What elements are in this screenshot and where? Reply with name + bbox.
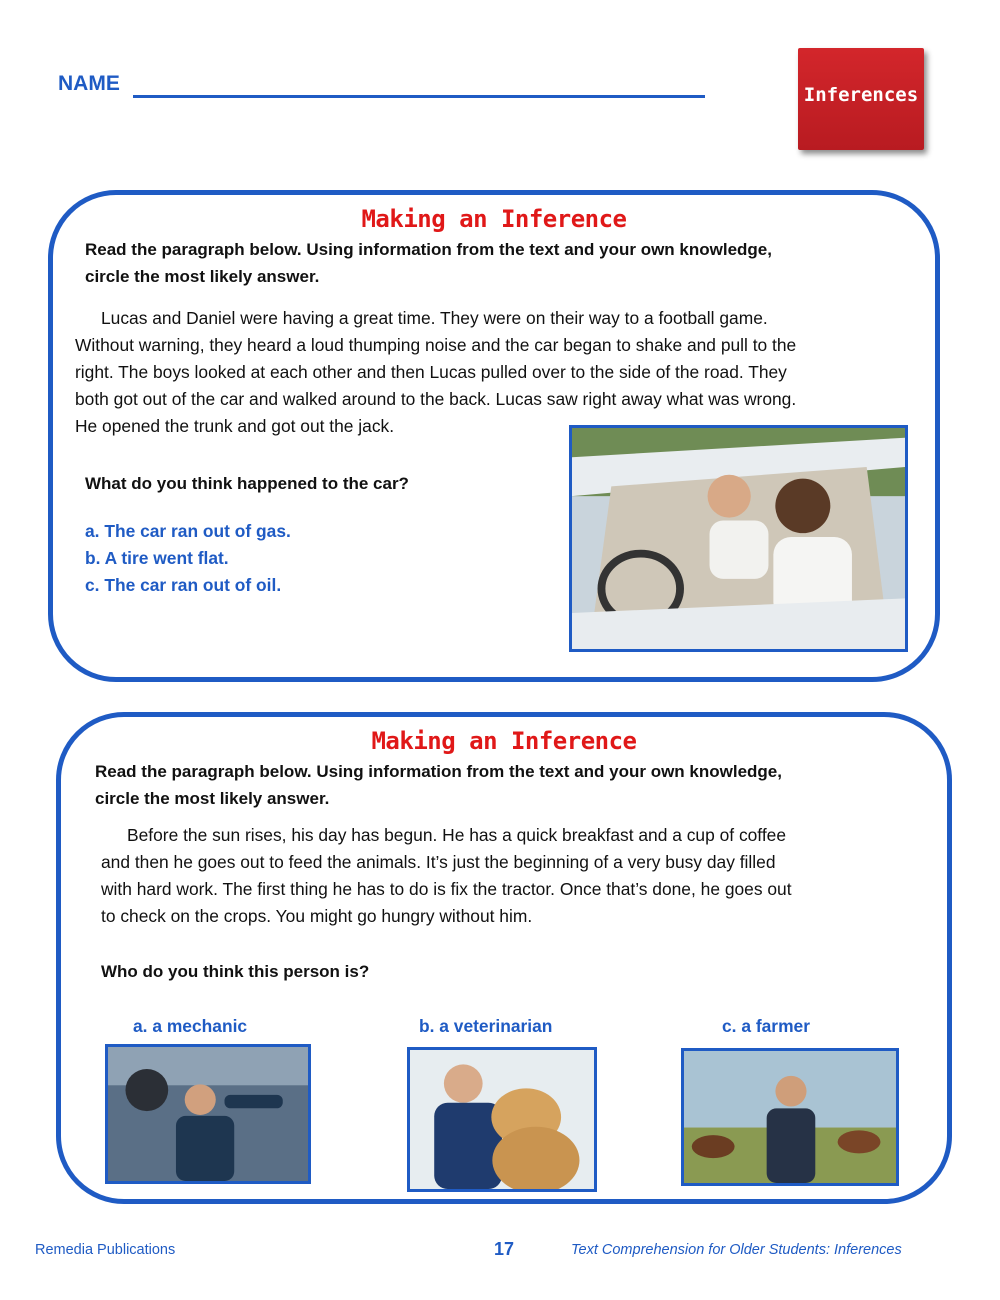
paragraph-line: right. The boys looked at each other and then Lucas pulled over to the side of the road. They: [75, 362, 787, 382]
choice-c[interactable]: c. The car ran out of oil.: [85, 575, 282, 595]
choice-a[interactable]: a. a mechanic: [133, 1016, 248, 1036]
instructions-line: circle the most likely answer.: [85, 267, 320, 286]
paragraph-line: and then he goes out to feed the animals. It’s just the beginning of a very busy day filled: [101, 852, 776, 872]
story-paragraph: [75, 305, 935, 440]
paragraph-line: Lucas and Daniel were having a great time. They were on their way to a football game.: [101, 308, 768, 328]
choice-c[interactable]: c. a farmer: [722, 1016, 810, 1036]
footer-book-title: Text Comprehension for Older Students: Inferences: [571, 1242, 902, 1258]
paragraph-line: with hard work. The first thing he has to do is fix the tractor. Once that’s done, he goes out: [101, 879, 792, 899]
section-title: Making an Inference: [371, 727, 637, 755]
car-drivers-photo: [569, 425, 908, 652]
inference-card-2: [56, 712, 952, 1204]
question: What do you think happened to the car?: [85, 474, 409, 493]
farmer-photo: [681, 1048, 899, 1186]
instructions-line: Read the paragraph below. Using information from the text and your own knowledge,: [85, 240, 772, 259]
topic-tab-label: Inferences: [803, 84, 919, 106]
paragraph-line: Before the sun rises, his day has begun. He has a quick breakfast and a cup of coffee: [127, 825, 787, 845]
mechanic-photo: [105, 1044, 311, 1184]
instructions-line: circle the most likely answer.: [95, 789, 330, 808]
choice-a[interactable]: a. The car ran out of gas.: [85, 521, 291, 541]
section-title: Making an Inference: [361, 205, 627, 233]
name-blank-line[interactable]: [133, 95, 705, 98]
footer-publisher: Remedia Publications: [35, 1242, 176, 1258]
instructions: [95, 758, 945, 812]
choice-b[interactable]: b. A tire went flat.: [85, 548, 229, 568]
instructions: [85, 236, 925, 290]
inference-card-1: [48, 190, 940, 682]
topic-tab: [798, 48, 924, 150]
page-number: 17: [494, 1239, 515, 1259]
instructions-line: Read the paragraph below. Using information from the text and your own knowledge,: [95, 762, 782, 781]
paragraph-line: both got out of the car and walked around to the back. Lucas saw right away what was wrong.: [75, 389, 797, 409]
name-label: NAME: [58, 72, 120, 95]
paragraph-line: Without warning, they heard a loud thumping noise and the car began to shake and pull to the: [75, 335, 797, 355]
paragraph-line: to check on the crops. You might go hungry without him.: [101, 906, 533, 926]
question: Who do you think this person is?: [101, 962, 370, 981]
paragraph-line: He opened the trunk and got out the jack.: [75, 416, 395, 436]
story-paragraph: [101, 822, 941, 930]
choice-b[interactable]: b. a veterinarian: [419, 1016, 553, 1036]
veterinarian-photo: [407, 1047, 597, 1192]
